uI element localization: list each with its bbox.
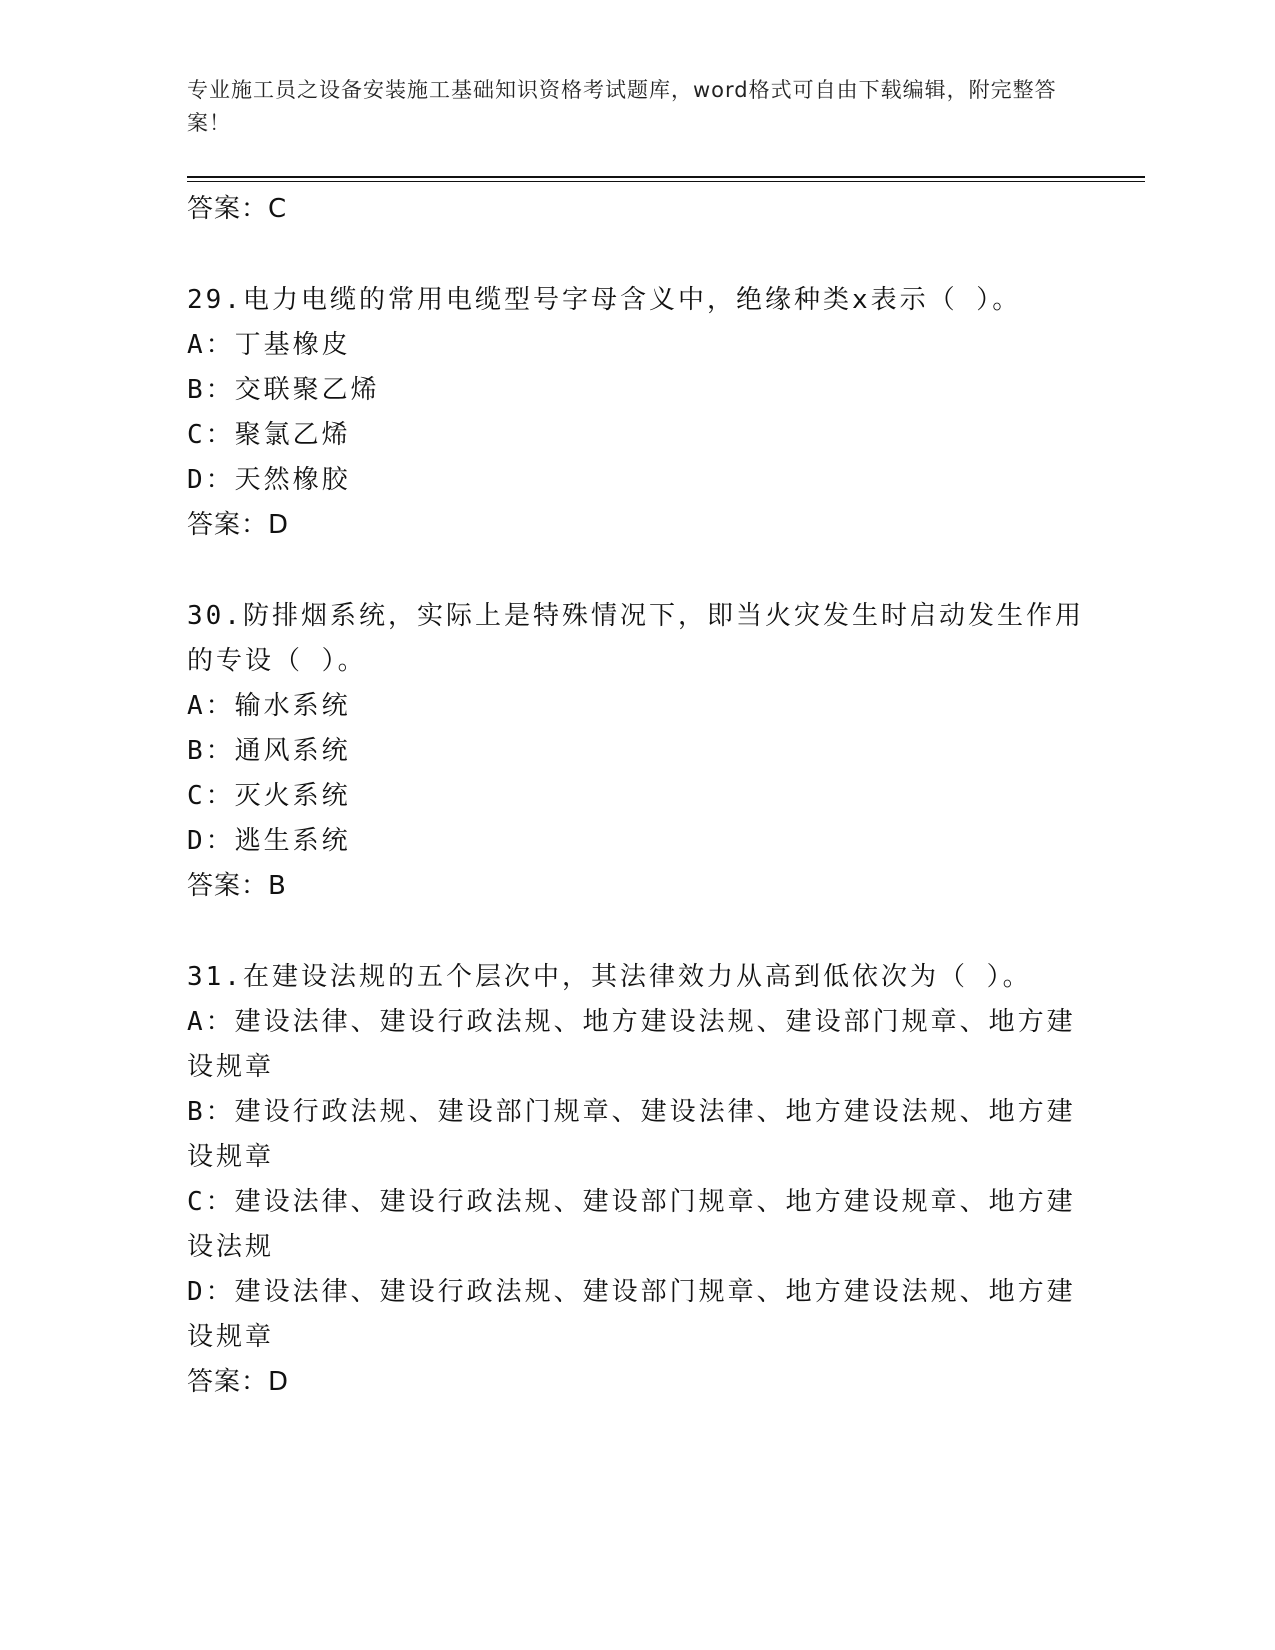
option-a-continued: 设规章 xyxy=(187,1052,275,1082)
option-a: A：建设法律、建设行政法规、地方建设法规、建设部门规章、地方建 xyxy=(187,1007,1076,1037)
option-a: A：输水系统 xyxy=(187,691,351,721)
question-text: 30.防排烟系统，实际上是特殊情况下，即当火灾发生时启动发生作用 xyxy=(187,601,1084,631)
answer: 答案：D xyxy=(187,1367,290,1397)
question-text: 31.在建设法规的五个层次中，其法律效力从高到低依次为（ ）。 xyxy=(187,962,1032,992)
option-c: C：聚氯乙烯 xyxy=(187,420,351,450)
option-b: B：通风系统 xyxy=(187,736,351,766)
document-header: 专业施工员之设备安装施工基础知识资格考试题库，word格式可自由下载编辑，附完整答案！ xyxy=(187,78,1057,135)
option-b: B：建设行政法规、建设部门规章、建设法律、地方建设法规、地方建 xyxy=(187,1097,1076,1127)
question-text: 29.电力电缆的常用电缆型号字母含义中，绝缘种类x表示（ ）。 xyxy=(187,285,1022,315)
option-c: C：建设法律、建设行政法规、建设部门规章、地方建设规章、地方建 xyxy=(187,1187,1076,1217)
spacer xyxy=(187,232,1067,278)
previous-answer: 答案：C xyxy=(187,194,288,224)
question-text-continued: 的专设（ ）。 xyxy=(187,646,367,676)
spacer xyxy=(187,548,1067,594)
option-b-continued: 设规章 xyxy=(187,1142,275,1172)
spacer xyxy=(187,909,1067,955)
header-divider-thick xyxy=(187,176,1145,178)
option-d-continued: 设规章 xyxy=(187,1322,275,1352)
option-c: C：灭火系统 xyxy=(187,781,351,811)
answer: 答案：B xyxy=(187,871,287,901)
option-d: D：天然橡胶 xyxy=(187,465,351,495)
question-block xyxy=(187,955,1076,1405)
option-d: D：建设法律、建设行政法规、建设部门规章、地方建设法规、地方建 xyxy=(187,1277,1076,1307)
header-divider-thin xyxy=(187,181,1145,182)
option-a: A：丁基橡皮 xyxy=(187,330,351,360)
question-list xyxy=(187,187,1084,1405)
option-c-continued: 设法规 xyxy=(187,1232,275,1262)
question-block xyxy=(187,278,1067,548)
option-b: B：交联聚乙烯 xyxy=(187,375,380,405)
answer: 答案：D xyxy=(187,510,290,540)
option-d: D：逃生系统 xyxy=(187,826,351,856)
question-block xyxy=(187,594,1084,909)
